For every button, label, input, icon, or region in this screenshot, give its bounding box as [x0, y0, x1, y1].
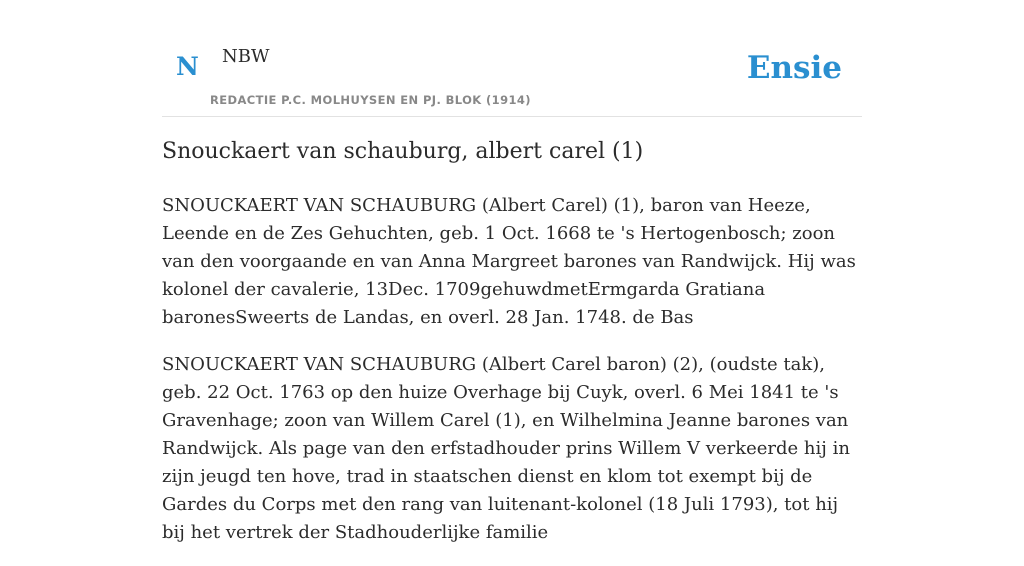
page-title: Snouckaert van schauburg, albert carel (1) [162, 139, 644, 164]
header [162, 0, 862, 117]
source-name[interactable]: NBW [222, 46, 270, 67]
article-body [162, 192, 862, 566]
source-editors: REDACTIE P.C. MOLHUYSEN EN PJ. BLOK (1914) [210, 93, 531, 107]
article-paragraph: SNOUCKAERT VAN SCHAUBURG (Albert Carel baron) (2), (oudste tak), geb. 22 Oct. 1763 op den huize Overhage bij Cuyk, overl. 6 Mei 1841 te 's Gravenhage; zoon van Willem Carel (1), en Wilhelmina Jeanne barones van Randwijck. Als page van den erfstadhouder prins Willem V verkeerde hij in zijn jeugd ten hove, trad in staatschen dienst en klom tot exempt bij de Gardes du Corps met den rang van luitenant-kolonel (18 Juli 1793), tot hij bij het vertrek der Stadhouderlijke familie [162, 354, 850, 543]
brand-logo[interactable]: Ensie [746, 50, 842, 86]
source-logo[interactable]: N [176, 52, 199, 81]
article-paragraph: SNOUCKAERT VAN SCHAUBURG (Albert Carel) (1), baron van Heeze, Leende en de Zes Gehuchten, geb. 1 Oct. 1668 te 's Hertogenbosch; zoon van den voorgaande en van Anna Margreet barones van Randwijck. Hij was kolonel der cavalerie, 13Dec. 1709gehuwdmetErmgarda Gratiana baronesSweerts de Landas, en overl. 28 Jan. 1748. de Bas [162, 195, 856, 328]
